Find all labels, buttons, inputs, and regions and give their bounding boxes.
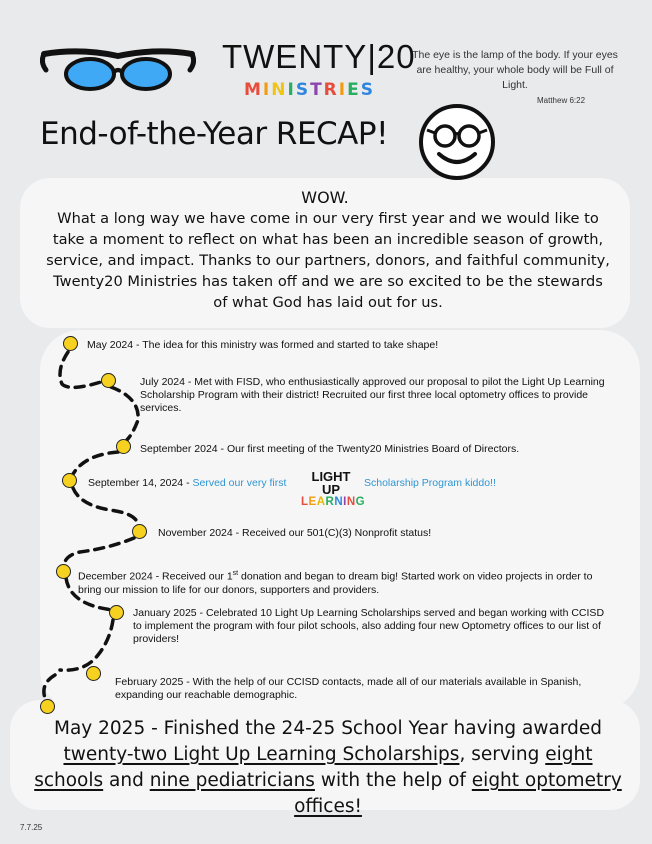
logo-letter: I	[338, 80, 348, 100]
logo-letter: S	[295, 80, 311, 100]
light-up-learning-logo	[301, 469, 366, 509]
timeline-dot	[116, 439, 131, 454]
timeline-entry-jan-2025: January 2025 - Celebrated 10 Light Up Learning Scholarships served and began working with CCISD to implement the program with four pilot schools, also adding four new Optometry offices to our list of providers!	[133, 607, 605, 645]
logo-letter: M	[244, 80, 263, 100]
final-highlight-pediatricians: nine pediatricians	[149, 770, 315, 791]
final-highlight-optometry: eight optometry offices!	[294, 770, 622, 817]
logo-letter: S	[360, 80, 375, 100]
final-text-3: and	[103, 770, 150, 791]
timeline-entry-jul-2024: July 2024 - Met with FISD, who enthusiastically approved our proposal to pilot the Light Up Learning Scholarship Program with their district! Recruited our first three local optometry offices to provide services.	[140, 376, 605, 414]
logo-letter: R	[323, 80, 339, 100]
timeline-entry-dec-2024	[78, 567, 608, 597]
dec2024-text-b: donation and began to dream big! Started work on video projects in order to bring our mission to life for our donors, supporters and providers.	[78, 570, 593, 596]
lul-letter: G	[355, 496, 366, 508]
lul-letter: A	[316, 496, 326, 508]
timeline-dot	[40, 699, 55, 714]
sep14-blue-text-end: Scholarship Program kiddo!!	[364, 477, 496, 489]
logo-letter: N	[271, 80, 288, 100]
lul-letter: R	[325, 496, 335, 508]
logo-letter: I	[287, 80, 296, 100]
timeline-entry-sep-2024: September 2024 - Our first meeting of the Twenty20 Ministries Board of Directors.	[140, 443, 520, 455]
page-title: End-of-the-Year RECAP!	[40, 116, 389, 152]
timeline-entry-sep14-2024	[88, 477, 301, 490]
lul-letter: E	[308, 496, 317, 508]
timeline-dot	[63, 336, 78, 351]
sep14-date: September 14, 2024 -	[88, 477, 193, 489]
logo-title: TWENTY|20	[222, 38, 416, 75]
final-text-1: May 2025 - Finished the 24-25 School Year having awarded	[54, 718, 602, 739]
timeline-dot	[132, 524, 147, 539]
sep14-blue-text: Served our very first	[192, 477, 287, 489]
intro-paragraph: What a long way we have come in our very first year and we would like to take a moment to reflect on what has been an incredible season of growth, service, and impact. Thanks to our partners, donors, and faithful community, Twenty20 Ministries has taken off and we are so excited to be the stewards of what God has laid out for us.	[46, 210, 610, 311]
final-highlight-scholarships: twenty-two Light Up Learning Scholarships	[63, 744, 460, 765]
logo-letter: I	[262, 80, 272, 100]
timeline-entry-nov-2024: November 2024 - Received our 501(C)(3) Nonprofit status!	[158, 527, 432, 539]
lul-logo-top: LIGHT UP	[311, 469, 351, 497]
final-highlight-schools: eight schools	[34, 744, 593, 791]
lul-letter: I	[343, 496, 347, 508]
dec2024-text-a: December 2024 - Received our 1	[78, 570, 233, 583]
timeline-dot	[86, 666, 101, 681]
bible-verse: The eye is the lamp of the body. If your eyes are healthy, your whole body will be Full of Light.	[412, 49, 618, 91]
final-text-4: with the help of	[314, 770, 472, 791]
final-text-2: , serving	[459, 744, 546, 765]
dec2024-sup: st	[232, 570, 239, 577]
verse-reference: Matthew 6:22	[537, 96, 586, 105]
lul-letter: N	[334, 496, 344, 508]
timeline-dot	[109, 605, 124, 620]
logo-letter: E	[347, 80, 361, 100]
timeline-entry-feb-2025: February 2025 - With the help of our CCISD contacts, made all of our materials available in Spanish, expanding our reachable demographic.	[115, 676, 582, 701]
document-code: 7.7.25	[20, 823, 43, 832]
timeline-dot	[56, 564, 71, 579]
lul-letter: L	[301, 496, 309, 508]
timeline-entry-may-2024: May 2024 - The idea for this ministry was formed and started to take shape!	[87, 339, 439, 351]
logo-letter: T	[310, 80, 324, 100]
final-summary	[30, 716, 626, 820]
wow-heading: WOW.	[301, 188, 349, 207]
lul-letter: N	[346, 496, 356, 508]
lul-logo-bottom	[301, 496, 366, 509]
timeline-dot	[62, 473, 77, 488]
timeline-dot	[101, 373, 116, 388]
